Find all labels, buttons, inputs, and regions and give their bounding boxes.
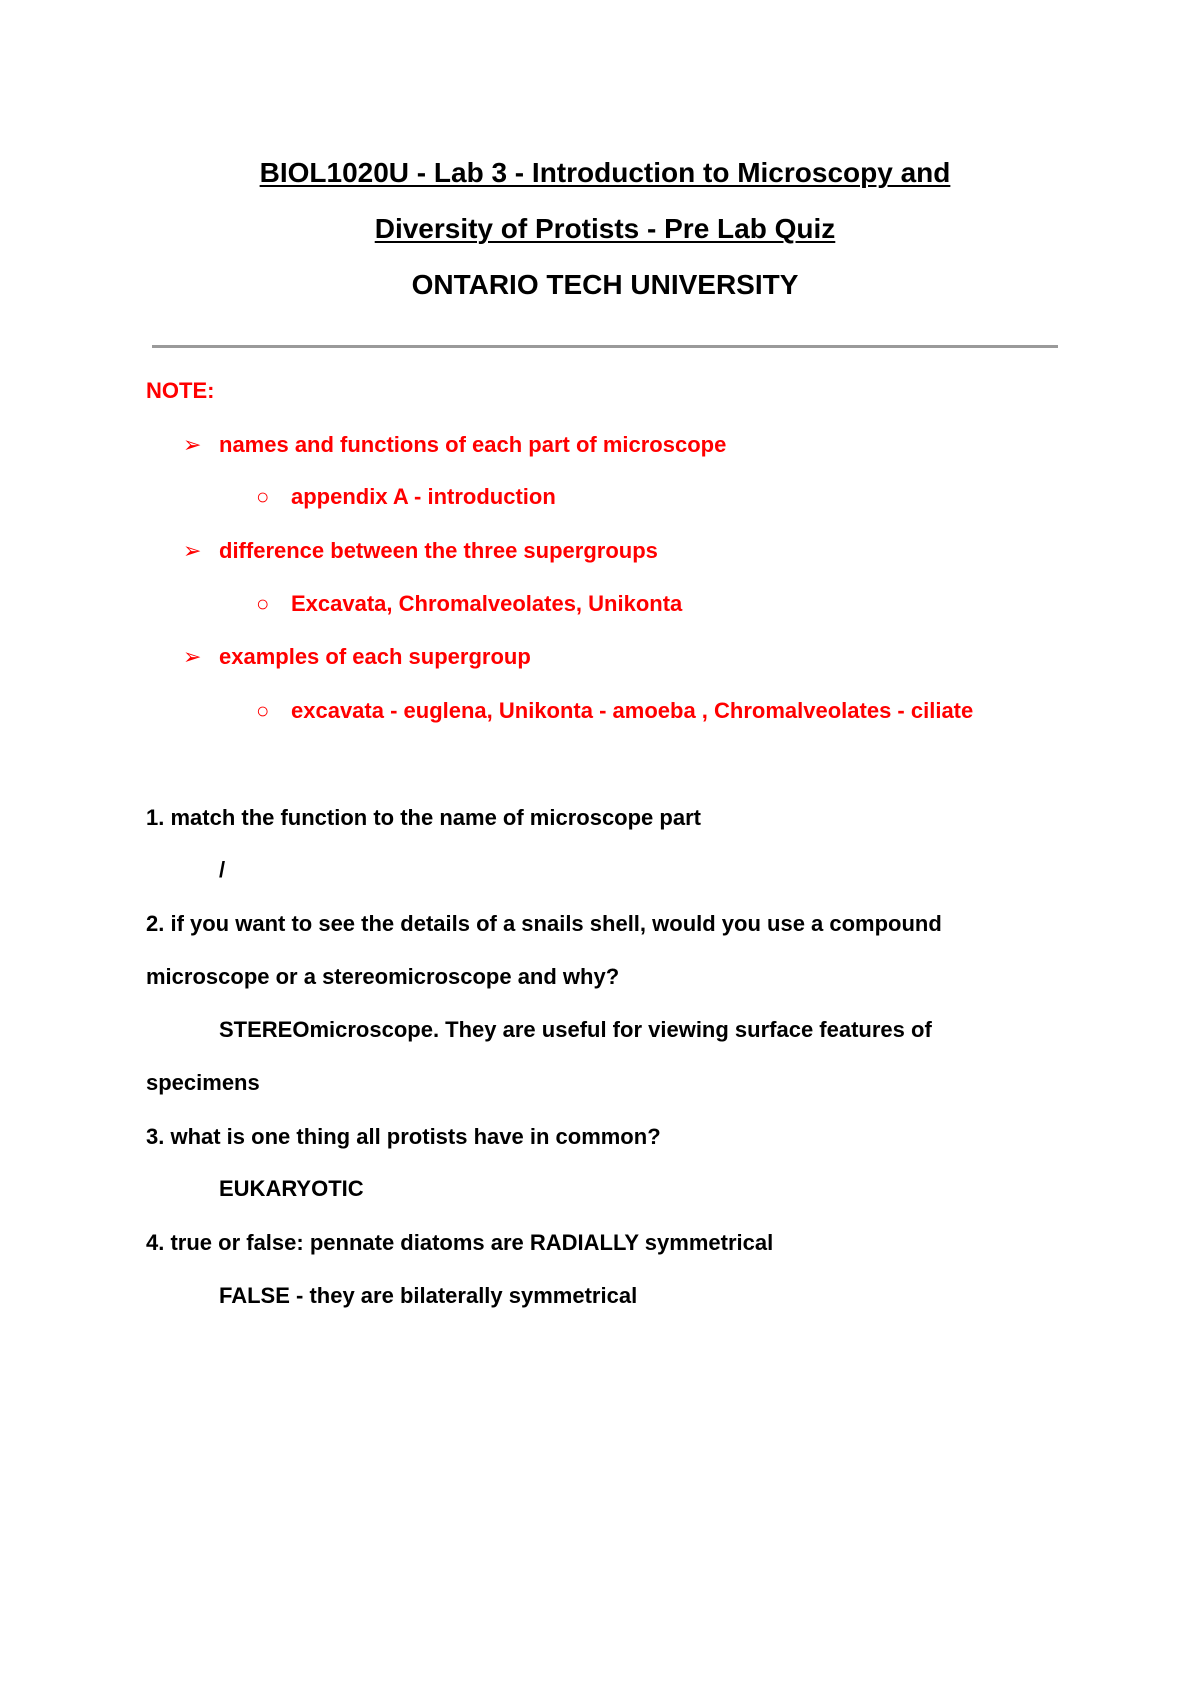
answer-2-line-1: STEREOmicroscope. They are useful for viewing surface features of [219,1017,932,1042]
document-title-line-2: Diversity of Protists - Pre Lab Quiz [374,213,836,244]
document-title-line-1: BIOL1020U - Lab 3 - Introduction to Microscopy and [259,157,951,188]
horizontal-divider [152,345,1058,348]
question-2-line-1: 2. if you want to see the details of a snails shell, would you use a compound [146,911,942,936]
question-2-line-2: microscope or a stereomicroscope and why? [146,964,620,989]
circle-bullet-icon: ○ [256,698,270,723]
circle-bullet-icon: ○ [256,591,270,616]
note-label: NOTE: [146,378,215,403]
answer-1: / [219,857,226,882]
answer-2-line-2: specimens [146,1070,260,1095]
note-item-1: names and functions of each part of microscope [219,432,727,457]
note-item-3: examples of each supergroup [219,644,531,669]
note-subitem-3: excavata - euglena, Unikonta - amoeba , Chromalveolates - ciliate [291,698,974,723]
note-subitem-1: appendix A - introduction [291,484,556,509]
note-item-2: difference between the three supergroups [219,538,658,563]
question-1: 1. match the function to the name of microscope part [146,805,701,830]
answer-4: FALSE - they are bilaterally symmetrical [219,1283,638,1308]
question-3: 3. what is one thing all protists have in common? [146,1124,661,1149]
arrow-bullet-icon: ➢ [183,538,202,563]
arrow-bullet-icon: ➢ [183,644,202,669]
note-subitem-2: Excavata, Chromalveolates, Unikonta [291,591,683,616]
circle-bullet-icon: ○ [256,484,270,509]
answer-3: EUKARYOTIC [219,1176,364,1201]
question-4: 4. true or false: pennate diatoms are RADIALLY symmetrical [146,1230,774,1255]
arrow-bullet-icon: ➢ [183,432,202,457]
university-name: ONTARIO TECH UNIVERSITY [411,269,799,300]
